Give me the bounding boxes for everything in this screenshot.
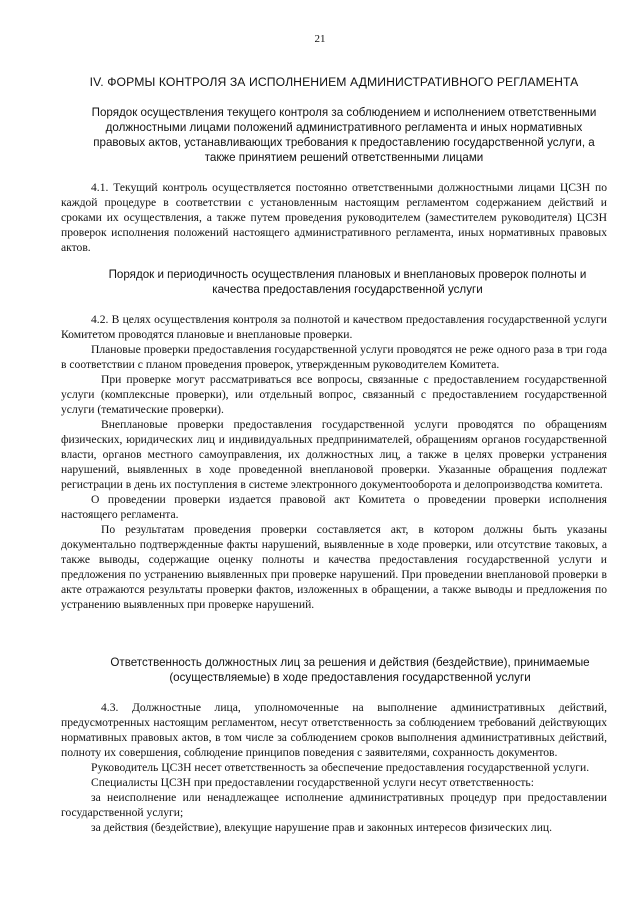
section2-heading: Порядок и периодичность осуществления плановых и внеплановых проверок полноты и качества предоставления государственной услуги bbox=[108, 268, 587, 296]
paragraph-nonfulfil: за неисполнение или ненадлежащее исполнение административных процедур при предоставлении государственной услуги; bbox=[61, 791, 607, 819]
paragraph-act: О проведении проверки издается правовой акт Комитета о проведении проверки исполнения настоящего регламента. bbox=[61, 493, 607, 521]
paragraph-actions: за действия (бездействие), влекущие нарушение прав и законных интересов физических лиц. bbox=[91, 821, 553, 834]
paragraph-specialists: Специалисты ЦСЗН при предоставлении государственной услуги несут ответственность: bbox=[91, 776, 534, 789]
paragraph-results: По результатам проведения проверки составляется акт, в котором должны быть указаны документально подтвержденные факты нарушений, выявленные в ходе проверки, или отсутствие таковых, а также выводы, содержащие оценку полноты и качества предоставления государственной услуги и предложения по устранению выявленных при проверке нарушений. При проведении внеплановой проверки в акте отражаются результаты проверки фактов, изложенных в обращении, а также выводы и предложения по устранению выявленных при проверке нарушений. bbox=[61, 523, 607, 611]
paragraph-4-1: 4.1. Текущий контроль осуществляется постоянно ответственными должностными лицами ЦСЗН по каждой процедуре в соответствии с установленным настоящим регламентом содержанием действий и сроками их осуществления, а также путем проведения руководителем (заместителем руководителя) ЦСЗН проверок исполнения положений настоящего административного регламента, иных нормативных правовых актов. bbox=[61, 181, 607, 254]
section3-heading: Ответственность должностных лиц за решения и действия (бездействие), принимаемые (осуществляемые) в ходе предоставления государственной услуги bbox=[110, 656, 590, 684]
section-title: IV. ФОРМЫ КОНТРОЛЯ ЗА ИСПОЛНЕНИЕМ АДМИНИСТРАТИВНОГО РЕГЛАМЕНТА bbox=[89, 75, 579, 89]
paragraph-unplanned: Внеплановые проверки предоставления государственной услуги проводятся по обращениям физических, юридических лиц и индивидуальных предпринимателей, обращениям органов государственной власти, органов местного самоуправления, их должностных лиц, а также в целях проверки устранения нарушений, выявленных в ходе проведенной внеплановой проверки. Указанные обращения подлежат регистрации в день их поступления в системе электронного документооборота и делопроизводства комитета. bbox=[61, 418, 607, 491]
section1-heading: Порядок осуществления текущего контроля за соблюдением и исполнением ответственными должностными лицами положений административного регламента и иных нормативных правовых актов, устанавливающих требования к предоставлению государственной услуги, а также принятием решений ответственными лицами bbox=[91, 106, 597, 164]
paragraph-4-3: 4.3. Должностные лица, уполномоченные на выполнение административных действий, предусмотренных настоящим регламентом, несут ответственность за соблюдением требований действующих нормативных правовых актов, в том числе за соблюдением сроков выполнения административных действий, полноту их совершения, соблюдение принципов поведения с заявителями, сохранность документов. bbox=[61, 701, 607, 759]
page-number: 21 bbox=[314, 33, 326, 45]
paragraph-4-2: 4.2. В целях осуществления контроля за полнотой и качеством предоставления государственной услуги Комитетом проводятся плановые и внеплановые проверки. bbox=[61, 313, 607, 341]
paragraph-planned: Плановые проверки предоставления государственной услуги проводятся не реже одного раза в три года в соответствии с планом проведения проверок, утвержденным руководителем Комитета. bbox=[61, 343, 607, 371]
paragraph-scope: При проверке могут рассматриваться все вопросы, связанные с предоставлением государственной услуги (комплексные проверки), или отдельный вопрос, связанный с предоставлением государственной услуги (тематические проверки). bbox=[61, 373, 607, 416]
paragraph-head: Руководитель ЦСЗН несет ответственность за обеспечение предоставления государственной услуги. bbox=[91, 761, 590, 774]
